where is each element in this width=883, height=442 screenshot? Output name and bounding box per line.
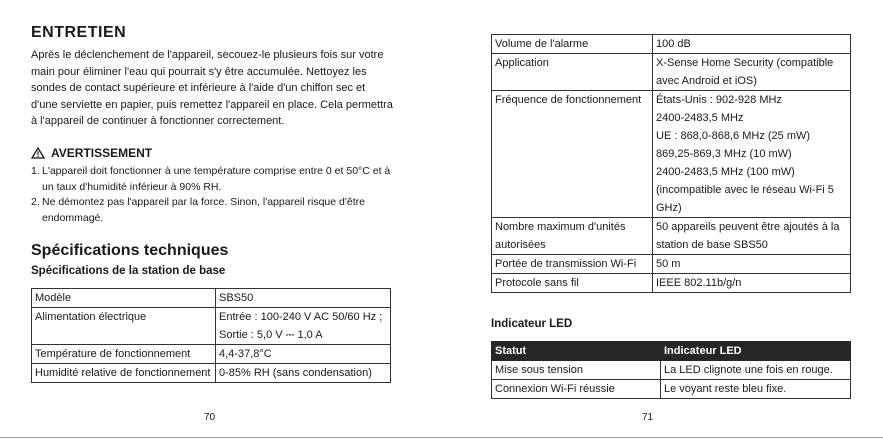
spec-value: 50 m xyxy=(653,255,851,274)
specs-heading: Spécifications techniques xyxy=(31,242,229,259)
table-row xyxy=(492,380,851,399)
spec-value: 100 dB xyxy=(653,35,851,54)
led-status: Connexion Wi-Fi réussie xyxy=(492,380,661,399)
frequency-line: 869,25-869,3 MHz (10 mW) xyxy=(656,148,792,160)
warning-title-text: AVERTISSEMENT xyxy=(51,146,153,160)
warning-triangle-icon xyxy=(31,147,45,159)
frequency-line: UE : 868,0-868,6 MHz (25 mW) xyxy=(656,130,811,142)
spec-value: 4,4-37,8°C xyxy=(216,345,391,364)
led-status: Mise sous tension xyxy=(492,361,661,380)
table-row xyxy=(492,54,851,91)
spec-value xyxy=(653,91,851,218)
spec-label: Portée de transmission Wi-Fi xyxy=(492,255,653,274)
table-row xyxy=(492,255,851,274)
table-header-row xyxy=(492,342,851,361)
spec-label: Nombre maximum d'unités autorisées xyxy=(492,218,653,255)
specs-table-continued xyxy=(491,34,851,293)
spec-value: 0-85% RH (sans condensation) xyxy=(216,364,391,383)
base-station-specs-table xyxy=(31,288,391,383)
spec-label: Alimentation électrique xyxy=(32,308,216,345)
page-number: 70 xyxy=(204,412,216,423)
table-row xyxy=(32,289,391,308)
spec-value: 50 appareils peuvent être ajoutés à la station de base SBS50 xyxy=(653,218,851,255)
maintenance-text: Après le déclenchement de l'appareil, secouez-le plusieurs fois sur votre main pour éliminer l'eau qui pourrait s'y être accumulée. Nettoyez les sondes de contact supérieure et inférieure à l'aide d'un chiffon sec et d'une serviette en papier, puis remettez l'appareil en place. Cela permettra à l'appareil de continuer à fonctionner correctement. xyxy=(31,49,393,127)
frequency-line: États-Unis : 902-928 MHz xyxy=(656,94,782,106)
table-row xyxy=(32,364,391,383)
table-row xyxy=(32,345,391,364)
frequency-line: 2400-2483,5 MHz (100 mW) xyxy=(656,166,795,178)
warning-list xyxy=(31,164,393,226)
led-indicator-table xyxy=(491,341,851,399)
warning-item xyxy=(31,195,393,226)
warning-item xyxy=(31,164,393,195)
warning-item-number: 1. xyxy=(31,165,40,177)
spec-label: Humidité relative de fonctionnement xyxy=(32,364,216,383)
spec-value: Entrée : 100-240 V AC 50/60 Hz ; Sortie : 5,0 V ⎓ 1,0 A xyxy=(216,308,391,345)
warning-item-text: L'appareil doit fonctionner à une température comprise entre 0 et 50°C et à un taux d'humidité inférieur à 90% RH. xyxy=(42,165,391,193)
warning-item-text: Ne démontez pas l'appareil par la force. Sinon, l'appareil risque d'être endommagé. xyxy=(42,196,365,224)
spec-label: Fréquence de fonctionnement xyxy=(492,91,653,218)
spec-label: Température de fonctionnement xyxy=(32,345,216,364)
led-indicator-heading: Indicateur LED xyxy=(491,318,573,330)
led-indicator: La LED clignote une fois en rouge. xyxy=(661,361,851,380)
led-indicator: Le voyant reste bleu fixe. xyxy=(661,380,851,399)
table-row xyxy=(492,218,851,255)
frequency-line: (incompatible avec le réseau Wi-Fi 5 GHz) xyxy=(656,184,834,214)
table-row xyxy=(492,91,851,218)
table-row xyxy=(492,35,851,54)
page-bottom-divider xyxy=(0,437,883,438)
base-station-heading: Spécifications de la station de base xyxy=(31,265,226,277)
warning-title xyxy=(31,146,152,160)
frequency-line: 2400-2483,5 MHz xyxy=(656,112,744,124)
table-row xyxy=(492,274,851,293)
warning-item-number: 2. xyxy=(31,196,40,208)
spec-label: Volume de l'alarme xyxy=(492,35,653,54)
spec-label: Modèle xyxy=(32,289,216,308)
table-row xyxy=(492,361,851,380)
spec-value: X-Sense Home Security (compatible avec Android et iOS) xyxy=(653,54,851,91)
page-number: 71 xyxy=(642,412,654,423)
table-row xyxy=(32,308,391,345)
maintenance-heading: ENTRETIEN xyxy=(31,24,127,41)
column-header-status: Statut xyxy=(492,342,661,361)
spec-value: SBS50 xyxy=(216,289,391,308)
column-header-indicator: Indicateur LED xyxy=(661,342,851,361)
spec-label: Protocole sans fil xyxy=(492,274,653,293)
spec-label: Application xyxy=(492,54,653,91)
spec-value: IEEE 802.11b/g/n xyxy=(653,274,851,293)
